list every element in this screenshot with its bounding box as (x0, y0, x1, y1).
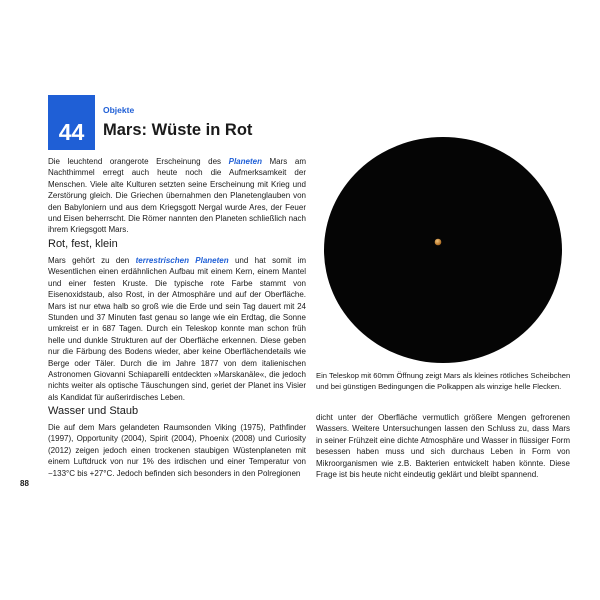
section2-text: Die auf dem Mars gelandeten Raumsonden Viking (1975), Pathfinder (1997), Opportunity (2004), Spirit (2004), Phoenix (2008) und Curiosity (2012) zeigen jedoch einen trockenen staubigen Wüstenplaneten mit einem Luftdruck von nur 1% des irdischen und einer Temperatur von −133°C bis +27°C. Jedoch befinden sich besonders in den Polregionen (48, 423, 306, 478)
intro-text-start: Die leuchtend orangerote Erscheinung des (48, 157, 229, 166)
chapter-number-box (48, 95, 95, 150)
figure-caption: Ein Teleskop mit 60mm Öffnung zeigt Mars als kleines rötliches Scheibchen und bei günstigen Bedingungen die Polkappen als winzige helle Flecken. (316, 371, 571, 391)
section1-text-start: Mars gehört zu den (48, 256, 136, 265)
intro-text-end: Mars am Nachthimmel erregt auch heute noch die Aufmerksamkeit der Menschen. Viele alte Kulturen setzten seine Erscheinung mit Krieg und Zerstörung gleich. Die Griechen übernahmen den Planetenglauben von den Babyloniern und aus dem Kriegsgott Nergal wurde Ares, der Feuer und Eisen beherrscht. Die Römer nannten den Planeten schließlich nach ihrem Kriegsgott Mars. (48, 157, 306, 235)
page-title: Mars: Wüste in Rot (103, 121, 253, 139)
chapter-number: 44 (58, 119, 85, 145)
page-number: 88 (20, 479, 29, 488)
section-label: Objekte (103, 105, 135, 115)
section-heading-rot-fest-klein: Rot, fest, klein (48, 238, 118, 250)
section1-paragraph (48, 255, 306, 403)
mars-planet-disc (435, 239, 442, 246)
mars-telescope-image (316, 132, 571, 368)
glossary-link-terrestrische-planeten[interactable]: terrestrischen Planeten (135, 256, 229, 265)
section2-paragraph (48, 422, 306, 479)
telescope-field-of-view (324, 137, 562, 363)
section2-continuation (316, 412, 570, 480)
intro-paragraph (48, 156, 306, 236)
section2-continuation-text: dicht unter der Oberfläche vermutlich größere Mengen gefrorenen Wassers. Weitere Untersuchungen lassen den Schluss zu, dass Mars in seiner Frühzeit eine dichte Atmosphäre und Wasser in flüssiger Form besessen haben muss und sich durchaus Leben in Form von Mikroorganismen wie z.B. Bakterien entwickelt haben könnte. Diese Frage ist bis heute nicht eindeutig geklärt und bleibt spannend. (316, 413, 570, 480)
glossary-link-planeten[interactable]: Planeten (228, 157, 262, 166)
section1-text-end: und hat somit im Wesentlichen einen erdähnlichen Aufbau mit einem Kern, einem Mantel und einer festen Kruste. Die typische rote Farbe stammt von Eisenoxidstaub, also Rost, in der Atmosphäre und auf der Oberfläche. Mars ist nur etwa halb so groß wie die Erde und sein Tag dauert mit 24 Stunden und 37 Minuten fast genau so lange wie ein Erdtag, die Sonne umkreist er in 687 Tagen. Durch ein Teleskop konnte man schon früh helle und dunkle Strukturen auf der Oberfläche erkennen. Diese geben nur die Färbung des Bodens wieder, aber keine Oberflächendetails wie Berge oder Täler. Durch die im Jahre 1877 von dem italienischen Astronomen Giovanni Schiaparelli entdeckten »Marskanäle«, die jedoch nichts weiter als optische Täuschungen sind, geriet der Planet ins Visier als Kandidat für außerirdisches Leben. (48, 256, 306, 402)
section-heading-wasser-und-staub: Wasser und Staub (48, 405, 139, 417)
